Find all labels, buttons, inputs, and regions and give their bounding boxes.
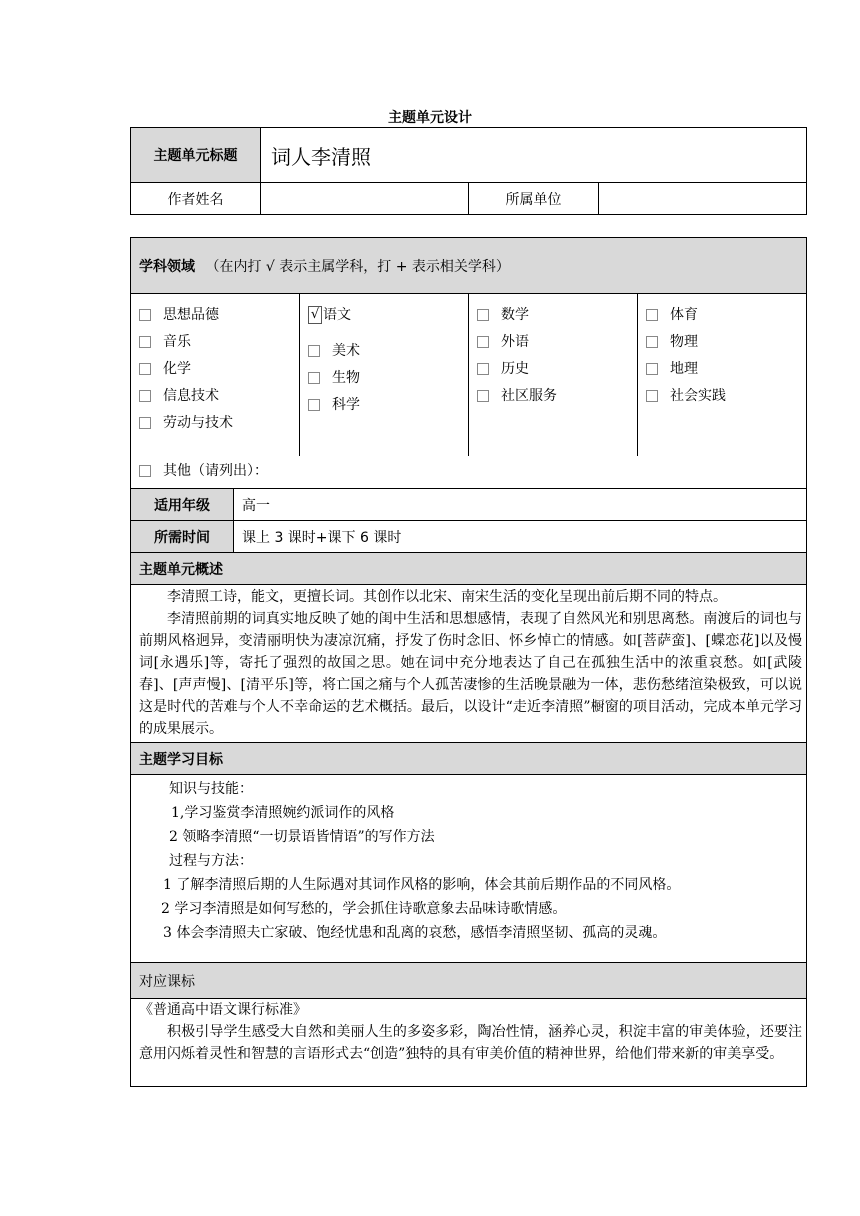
checkbox-icon[interactable] [308, 345, 320, 357]
goal-line: 知识与技能： [169, 781, 253, 797]
checkbox-icon[interactable] [308, 372, 320, 384]
subject-label: 历史 [501, 361, 529, 377]
subject-column-1 [131, 294, 300, 456]
checkbox-icon[interactable] [477, 309, 489, 321]
goals-header: 主题学习目标 [131, 743, 807, 775]
subject-label: 化学 [163, 361, 191, 377]
goal-line: 1,学习鉴赏李清照婉约派词作的风格 [171, 805, 395, 821]
subject-column-3 [469, 294, 638, 456]
subject-label: 美术 [332, 343, 360, 359]
checkbox-icon[interactable] [646, 363, 658, 375]
subject-label: 体育 [670, 307, 698, 323]
subject-area-label: 学科领域 [139, 258, 195, 275]
subject-column-2 [300, 294, 469, 456]
subject-area-header [131, 238, 807, 294]
overview-body [131, 585, 807, 743]
subject-area-instruction: （在内打 √ 表示主属学科，打 + 表示相关学科） [205, 258, 510, 275]
time-label: 所需时间 [131, 521, 234, 553]
goal-line: 2 领略李清照“一切景语皆情语”的写作方法 [169, 829, 435, 845]
goal-line: 3 体会李清照夫亡家破、饱经忧患和乱离的哀愁，感悟李清照坚韧、孤高的灵魂。 [163, 925, 667, 941]
subject-label: 地理 [670, 361, 698, 377]
subject-label: 生物 [332, 370, 360, 386]
standards-paragraph: 积极引导学生感受大自然和美丽人生的多姿多彩，陶冶性情，涵养心灵，积淀丰富的审美体验，还要注意用闪烁着灵性和智慧的言语形式去“创造”独特的具有审美价值的精神世界，给他们带来新的审美享受。 [139, 1024, 803, 1062]
subject-column-4 [638, 294, 807, 456]
overview-paragraph: 李清照前期的词真实地反映了她的闺中生活和思想感情，表现了自然风光和别思离愁。南渡后的词也与前期风格迥异，变清丽明快为凄凉沉痛，抒发了伤时念旧、怀乡悼亡的情感。如[菩萨蛮]、[蝶恋花]以及慢词[永遇乐]等，寄托了强烈的故国之思。她在词中充分地表达了自己在孤独生活中的浓重哀愁。如[武陵春]、[声声慢]、[清平乐]等，将亡国之痛与个人孤苦凄惨的生活晚景融为一体，悲伤愁绪渲染极致，可以说这是时代的苦难与个人不幸命运的艺术概括。最后，以设计“走近李清照”橱窗的项目活动，完成本单元学习的成果展示。 [139, 611, 803, 737]
unit-label: 所属单位 [469, 183, 599, 215]
grade-value[interactable]: 高一 [234, 489, 807, 521]
document-title: 主题单元设计 [388, 110, 472, 126]
checkbox-icon[interactable] [477, 336, 489, 348]
subject-label: 语文 [323, 307, 351, 323]
subject-label: 科学 [332, 397, 360, 413]
subject-label: 物理 [670, 334, 698, 350]
grade-label: 适用年级 [131, 489, 234, 521]
subject-label: 外语 [501, 334, 529, 350]
checkbox-icon[interactable] [308, 399, 320, 411]
goal-line: 过程与方法： [169, 853, 253, 869]
checkbox-icon[interactable] [139, 309, 151, 321]
time-value[interactable]: 课上 3 课时+课下 6 课时 [234, 521, 807, 553]
header-table [130, 127, 807, 215]
checkmark-icon[interactable]: √ [308, 306, 322, 324]
checkbox-icon[interactable] [139, 336, 151, 348]
overview-paragraph: 李清照工诗，能文，更擅长词。其创作以北宋、南宋生活的变化呈现出前后期不同的特点。 [167, 589, 727, 605]
subject-label: 信息技术 [163, 388, 219, 404]
author-label: 作者姓名 [131, 183, 261, 215]
unit-title-label: 主题单元标题 [131, 128, 261, 183]
checkbox-icon[interactable] [139, 390, 151, 402]
checkbox-icon[interactable] [646, 390, 658, 402]
unit-value[interactable] [599, 183, 807, 215]
checkbox-icon[interactable] [139, 465, 151, 477]
standards-header: 对应课标 [131, 963, 807, 999]
checkbox-icon[interactable] [139, 363, 151, 375]
subject-label: 社会实践 [670, 388, 726, 404]
unit-title-value[interactable]: 词人李清照 [261, 128, 807, 183]
standards-body [131, 999, 807, 1087]
subject-label: 数学 [501, 307, 529, 323]
checkbox-icon[interactable] [477, 390, 489, 402]
checkbox-icon[interactable] [646, 309, 658, 321]
main-table [130, 237, 807, 1087]
checkbox-icon[interactable] [139, 417, 151, 429]
overview-header: 主题单元概述 [131, 553, 807, 585]
goal-line: 2 学习李清照是如何写愁的，学会抓住诗歌意象去品味诗歌情感。 [161, 901, 567, 917]
goals-body [131, 775, 807, 963]
subject-label: 社区服务 [501, 388, 557, 404]
checkbox-icon[interactable] [477, 363, 489, 375]
goal-line: 1 了解李清照后期的人生际遇对其词作风格的影响，体会其前后期作品的不同风格。 [163, 877, 681, 893]
checkbox-icon[interactable] [646, 336, 658, 348]
other-subjects-row [131, 456, 807, 489]
subject-label: 劳动与技术 [163, 415, 233, 431]
standards-source: 《普通高中语文课行标准》 [139, 1002, 307, 1018]
subject-label: 音乐 [163, 334, 191, 350]
other-subjects-label: 其他（请列出）： [163, 463, 268, 480]
subject-label: 思想品德 [163, 307, 219, 323]
author-value[interactable] [261, 183, 469, 215]
